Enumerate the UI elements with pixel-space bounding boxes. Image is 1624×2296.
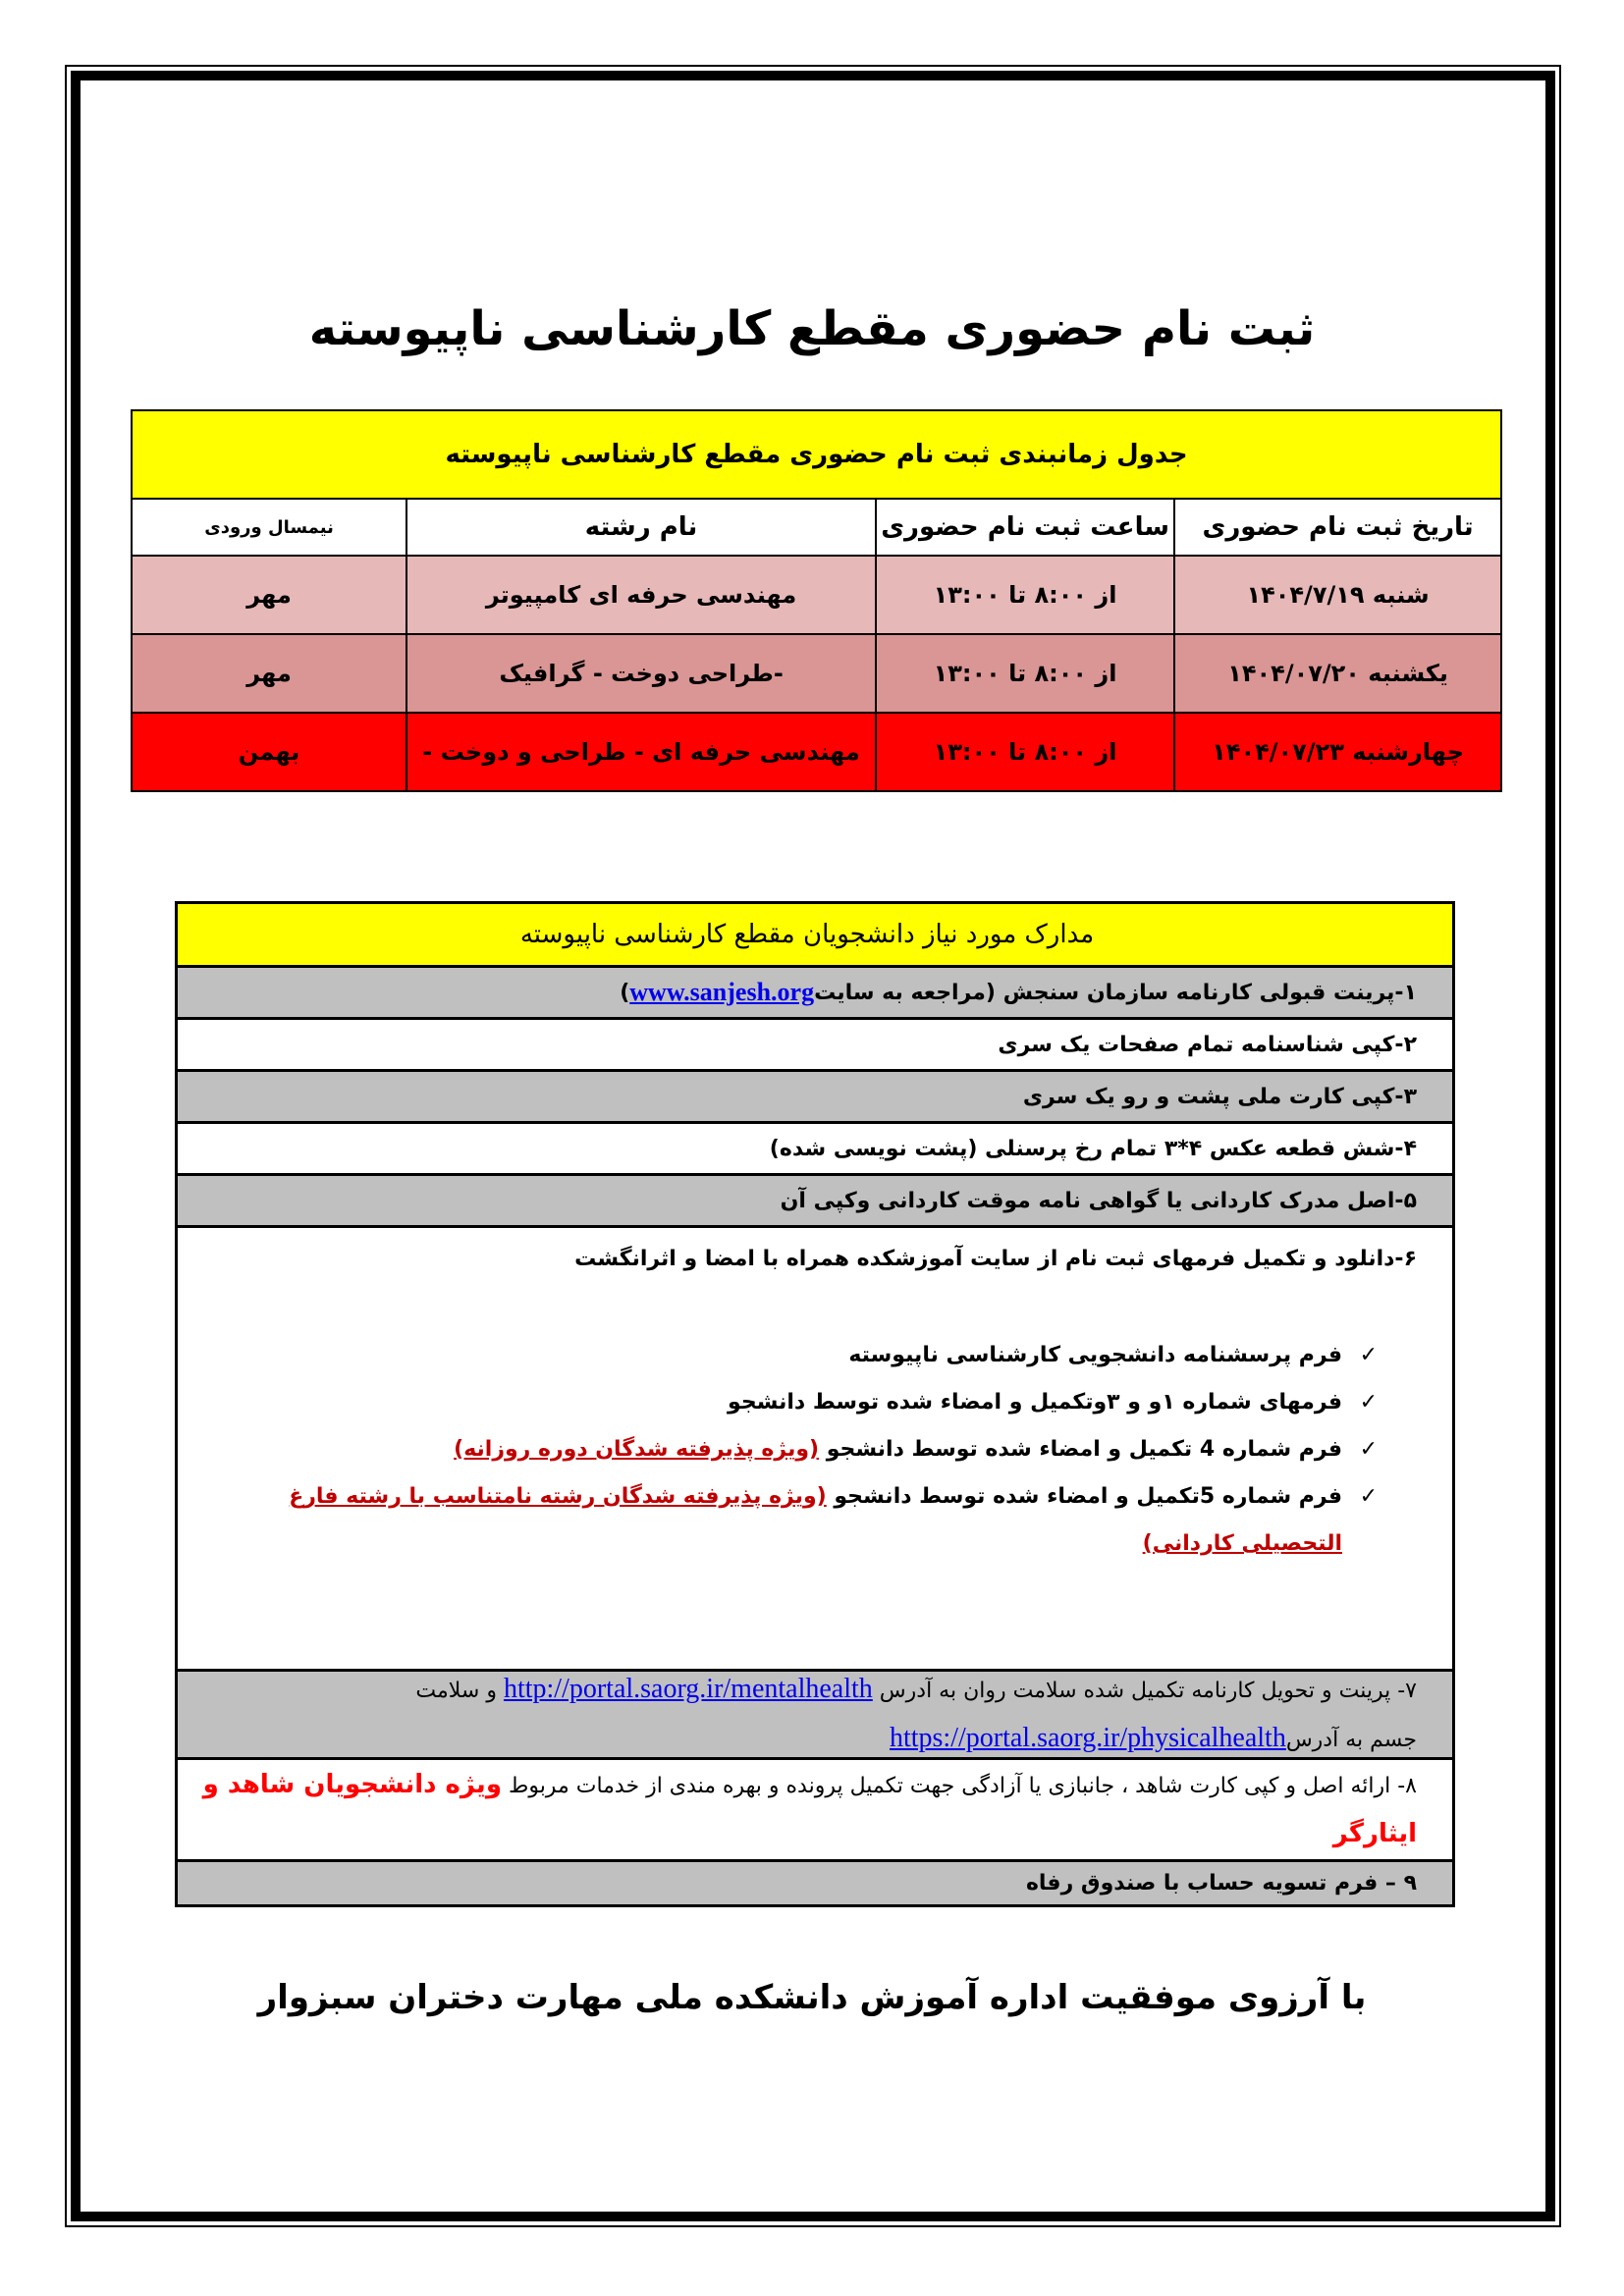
item-line-1 [197,1666,1417,1715]
table-row [132,556,1501,634]
document-item-6 [178,1225,1452,1669]
checklist-item [197,1473,1378,1568]
documents-table [175,901,1455,1907]
schedule-header-row [132,499,1501,556]
cell-term: بهمن [132,713,406,791]
header-term: نیمسال ورودی [132,499,406,556]
item-line-2 [197,1715,1417,1764]
mentalhealth-link[interactable]: http://portal.saorg.ir/mentalhealth [503,1673,873,1704]
forms-checklist [197,1332,1417,1568]
cell-date: چهارشنبه ۱۴۰۴/۰۷/۲۳ [1174,713,1501,791]
footer-message: با آرزوی موفقیت اداره آموزش دانشکده ملی مهارت دختران سبزوار [257,1978,1367,2017]
checklist-text: فرم شماره 5تکمیل و امضاء شده توسط دانشجو [826,1484,1342,1509]
item-text: ۱-پرینت قبولی کارنامه سازمان سنجش (مراجعه به سایت [814,980,1417,1005]
cell-field: مهندسی حرفه ای - طراحی و دوخت - [406,713,876,791]
checklist-text: فرمهای شماره ۱و و ۳وتکمیل و امضاء شده توسط دانشجو [728,1390,1342,1415]
cell-date: یکشنبه ۱۴۰۴/۰۷/۲۰ [1174,634,1501,713]
checkmark-icon: ✓ [1359,1484,1378,1509]
checkmark-icon: ✓ [1359,1390,1378,1415]
checklist-item [197,1332,1378,1379]
document-item-3: ۳-کپی کارت ملی پشت و رو یک سری [178,1069,1452,1121]
page-title: ثبت نام حضوری مقطع کارشناسی ناپیوسته [308,301,1316,356]
cell-term: مهر [132,556,406,634]
documents-title: مدارک مورد نیاز دانشجویان مقطع کارشناسی ناپیوسته [178,904,1452,965]
cell-time: از ۸:۰۰ تا ۱۳:۰۰ [876,634,1174,713]
document-item-8 [178,1757,1452,1859]
header-time: ساعت ثبت نام حضوری [876,499,1174,556]
schedule-caption: جدول زمانبندی ثبت نام حضوری مقطع کارشناسی ناپیوسته [132,410,1501,499]
item-text: جسم به آدرس [1285,1727,1417,1752]
header-date: تاریخ ثبت نام حضوری [1174,499,1501,556]
document-item-7 [178,1669,1452,1757]
document-item-2: ۲-کپی شناسنامه تمام صفحات یک سری [178,1017,1452,1069]
cell-date: شنبه ۱۴۰۴/۷/۱۹ [1174,556,1501,634]
cell-term: مهر [132,634,406,713]
table-row [132,713,1501,791]
table-row [132,634,1501,713]
item-text: ۸- ارائه اصل و کپی کارت شاهد ، جانبازی یا آزادگی جهت تکمیل پرونده و بهره مندی از خدمات مربوط [501,1773,1417,1798]
item-close: ) [620,980,630,1005]
checkmark-icon: ✓ [1359,1437,1378,1462]
document-item-1 [178,965,1452,1017]
checklist-note: (ویژه پذیرفته شدگان دوره روزانه) [454,1437,820,1462]
sanjesh-link[interactable]: www.sanjesh.org [629,978,815,1006]
physicalhealth-link[interactable]: https://portal.saorg.ir/physicalhealth [889,1722,1286,1753]
schedule-table [131,409,1502,792]
checkmark-icon: ✓ [1359,1343,1378,1367]
item-text-end: و سلامت [415,1678,497,1703]
item-text: ۶-دانلود و تکمیل فرمهای ثبت نام از سایت آموزشکده همراه با امضا و اثرانگشت [574,1247,1417,1271]
cell-field: مهندسی حرفه ای کامپیوتر [406,556,876,634]
document-item-9: ۹ – فرم تسویه حساب با صندوق رفاه [178,1859,1452,1904]
document-item-5: ۵-اصل مدرک کاردانی یا گواهی نامه موقت کاردانی وکپی آن [178,1173,1452,1225]
checklist-note: (ویژه پذیرفته شدگان رشته نامتناسب با رشته فارغ التحصیلی کاردانی) [289,1484,1342,1556]
cell-field: -طراحی دوخت - گرافیک [406,634,876,713]
checklist-item [197,1426,1378,1473]
item-highlight: ویژه دانشجویان شاهد و ایثارگر [202,1769,1417,1848]
cell-time: از ۸:۰۰ تا ۱۳:۰۰ [876,713,1174,791]
checklist-item [197,1379,1378,1426]
cell-time: از ۸:۰۰ تا ۱۳:۰۰ [876,556,1174,634]
document-item-4: ۴-شش قطعه عکس ۴*۳ تمام رخ پرسنلی (پشت نویسی شده) [178,1121,1452,1173]
item-text: ۷- پرینت و تحویل کارنامه تکمیل شده سلامت روان به آدرس [872,1678,1417,1703]
checklist-text: فرم پرسشنامه دانشجویی کارشناسی ناپیوسته [848,1343,1342,1367]
header-field: نام رشته [406,499,876,556]
checklist-text: فرم شماره 4 تکمیل و امضاء شده توسط دانشجو [819,1437,1342,1462]
